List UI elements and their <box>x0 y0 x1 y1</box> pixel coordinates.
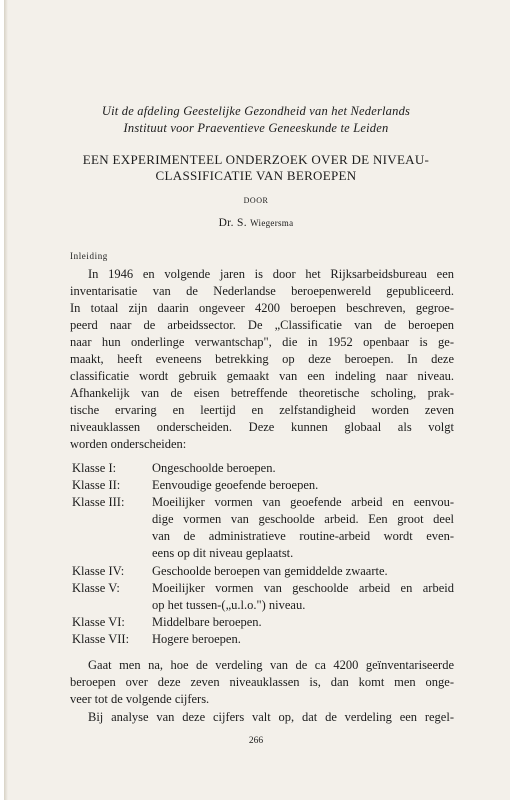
institute-line-1: Uit de afdeling Geestelijke Gezondheid van het Nederlands <box>101 104 411 118</box>
institute-line-2: Instituut voor Praeventieve Geneeskunde te Leiden <box>123 121 389 135</box>
class-label: Klasse IV: <box>72 564 125 578</box>
section-heading: Inleiding <box>70 251 108 261</box>
text-line: inventarisatie van de Nederlandse beroepenwereld gepubliceerd. <box>70 284 454 298</box>
text-line: veer tot de volgende cijfers. <box>70 692 210 706</box>
class-text: van de administratieve routine-arbeid wordt even- <box>152 529 454 543</box>
class-label: Klasse V: <box>72 581 120 595</box>
class-label: Klasse VII: <box>72 632 130 646</box>
text-line: beroepen over deze zeven niveauklassen is, dan komt men onge- <box>70 675 454 689</box>
class-text: Moeilijker vormen van geschoolde arbeid en arbeid <box>152 581 454 595</box>
class-text: Geschoolde beroepen van gemiddelde zwaarte. <box>152 564 388 578</box>
class-label: Klasse I: <box>72 461 117 475</box>
class-text: Hogere beroepen. <box>152 632 241 646</box>
text-line: classificatie wordt gebruik gemaakt van een indeling naar niveau. <box>70 369 454 383</box>
text-line: In totaal zijn daarin ongeveer 4200 beroepen beschreven, gegroe- <box>70 301 454 315</box>
text-line: Gaat men na, hoe de verdeling van de ca 4200 geïnventariseerde <box>88 658 454 672</box>
class-text: op het tussen-(„u.l.o.") niveau. <box>152 598 306 612</box>
text-line: Afhankelijk van de eisen betreffende theoretische scholing, prak- <box>70 386 454 400</box>
text-line: maakt, heeft eveneens betrekking op deze beroepen. In deze <box>70 352 454 366</box>
class-text: Ongeschoolde beroepen. <box>152 461 276 475</box>
text-line: niveauklassen onderscheiden. Deze kunnen globaal als volgt <box>70 420 454 434</box>
text-line: peerd naar de arbeidssector. De „Classificatie van de beroepen <box>70 318 454 332</box>
text-line: tische ervaring en leertijd en zelfstandigheid worden zeven <box>70 403 454 417</box>
page-number: 266 <box>248 736 264 746</box>
class-label: Klasse III: <box>72 495 125 509</box>
class-text: Eenvoudige geoefende beroepen. <box>152 478 319 492</box>
text-line: In 1946 en volgende jaren is door het Rijksarbeidsbureau een <box>88 267 454 281</box>
by-label: DOOR <box>243 196 269 205</box>
author-name: Wiegersma <box>250 218 294 228</box>
text-line: naar hun onderlinge verwantschap", die in 1952 openbaar is ge- <box>70 335 454 349</box>
class-text: dige vormen van geschoolde arbeid. Een groot deel <box>152 512 454 526</box>
text-line: worden onderscheiden: <box>70 437 187 451</box>
title-line-1: EEN EXPERIMENTEEL ONDERZOEK OVER DE NIVEAU- <box>82 152 430 167</box>
title-line-2: CLASSIFICATIE VAN BEROEPEN <box>155 168 357 183</box>
author <box>44 217 468 229</box>
document-page <box>4 0 510 800</box>
author-prefix: Dr. S. <box>218 217 251 229</box>
class-label: Klasse II: <box>72 478 121 492</box>
class-text: eens op dit niveau geplaatst. <box>152 546 294 560</box>
class-label: Klasse VI: <box>72 615 125 629</box>
text-line: Bij analyse van deze cijfers valt op, dat de verdeling een regel- <box>88 710 454 724</box>
class-text: Middelbare beroepen. <box>152 615 262 629</box>
class-text: Moeilijker vormen van geoefende arbeid en eenvou- <box>152 495 454 509</box>
